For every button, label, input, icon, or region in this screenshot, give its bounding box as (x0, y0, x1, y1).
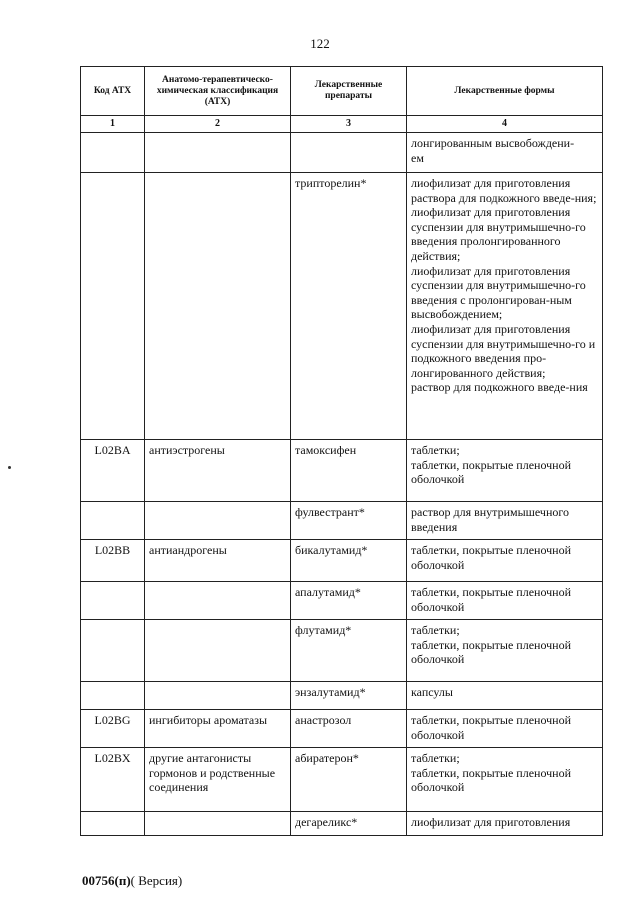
atc-code-cell (81, 133, 145, 173)
dosage-forms-cell: таблетки, покрытые пленочной оболочкой (407, 710, 603, 748)
table-header-row (81, 67, 603, 116)
dosage-forms-cell: таблетки; таблетки, покрытые пленочной оболочкой (407, 620, 603, 682)
table-row (81, 710, 603, 748)
classification-cell (145, 620, 291, 682)
drug-name-cell: трипторелин* (291, 173, 407, 440)
atc-code-cell: L02BB (81, 540, 145, 582)
drug-name-cell (291, 133, 407, 173)
atc-code-cell (81, 582, 145, 620)
dosage-forms-cell: таблетки; таблетки, покрытые пленочной оболочкой (407, 440, 603, 502)
dosage-forms-cell: лиофилизат для приготовления раствора для подкожного введе-ния; лиофилизат для приготовления суспензии для внутримышечно-го введения пролонгированного действия; лиофилизат для приготовления суспензии для внутримышечно-го введения с пролонгирован-ным высвобождением; лиофилизат для приготовления суспензии для внутримышечно-го и подкожного введения про-лонгированного действия; раствор для подкожного введе-ния (407, 173, 603, 440)
table-row (81, 173, 603, 440)
classification-cell: другие антагонисты гормонов и родственные соединения (145, 748, 291, 812)
header-classification: Анатомо-терапевтическо-химическая классификация (АТХ) (145, 67, 291, 116)
table-row (81, 748, 603, 812)
page-number: 122 (310, 36, 330, 51)
drug-name-cell: апалутамид* (291, 582, 407, 620)
drug-name-cell: бикалутамид* (291, 540, 407, 582)
table-row (81, 502, 603, 540)
atc-code-cell: L02BA (81, 440, 145, 502)
classification-cell (145, 502, 291, 540)
dosage-forms-cell: капсулы (407, 682, 603, 710)
drug-name-cell: дегареликс* (291, 812, 407, 836)
table-row (81, 133, 603, 173)
dosage-forms-cell: лиофилизат для приготовления (407, 812, 603, 836)
header-forms: Лекарственные формы (407, 67, 603, 116)
table-row (81, 440, 603, 502)
footer (82, 873, 182, 889)
drug-name-cell: флутамид* (291, 620, 407, 682)
drug-name-cell: анастрозол (291, 710, 407, 748)
header-atc-code: Код АТХ (81, 67, 145, 116)
drug-name-cell: абиратерон* (291, 748, 407, 812)
column-number: 1 (81, 116, 145, 133)
header-drugs: Лекарственные препараты (291, 67, 407, 116)
classification-cell: антиэстрогены (145, 440, 291, 502)
drug-name-cell: тамоксифен (291, 440, 407, 502)
table-row (81, 582, 603, 620)
classification-cell: ингибиторы ароматазы (145, 710, 291, 748)
table-row (81, 812, 603, 836)
dosage-forms-cell: лонгированным высвобождени- ем (407, 133, 603, 173)
drug-name-cell: фулвестрант* (291, 502, 407, 540)
atc-drug-table (80, 66, 603, 836)
column-number: 2 (145, 116, 291, 133)
classification-cell (145, 133, 291, 173)
atc-code-cell (81, 173, 145, 440)
classification-cell: антиандрогены (145, 540, 291, 582)
column-number: 3 (291, 116, 407, 133)
table-row (81, 540, 603, 582)
table-row (81, 682, 603, 710)
drug-name-cell: энзалутамид* (291, 682, 407, 710)
atc-code-cell (81, 812, 145, 836)
dosage-forms-cell: таблетки, покрытые пленочной оболочкой (407, 540, 603, 582)
dosage-forms-cell: раствор для внутримышечного введения (407, 502, 603, 540)
dosage-forms-cell: таблетки; таблетки, покрытые пленочной оболочкой (407, 748, 603, 812)
atc-code-cell (81, 682, 145, 710)
table-row (81, 620, 603, 682)
document-id: 00756(п) (82, 873, 131, 888)
atc-code-cell: L02BG (81, 710, 145, 748)
version-label: ( Версия) (130, 873, 183, 888)
classification-cell (145, 682, 291, 710)
column-number: 4 (407, 116, 603, 133)
classification-cell (145, 582, 291, 620)
classification-cell (145, 173, 291, 440)
dosage-forms-cell: таблетки, покрытые пленочной оболочкой (407, 582, 603, 620)
column-number-row (81, 116, 603, 133)
atc-code-cell (81, 620, 145, 682)
atc-code-cell: L02BX (81, 748, 145, 812)
atc-code-cell (81, 502, 145, 540)
scan-speck (8, 466, 11, 469)
classification-cell (145, 812, 291, 836)
